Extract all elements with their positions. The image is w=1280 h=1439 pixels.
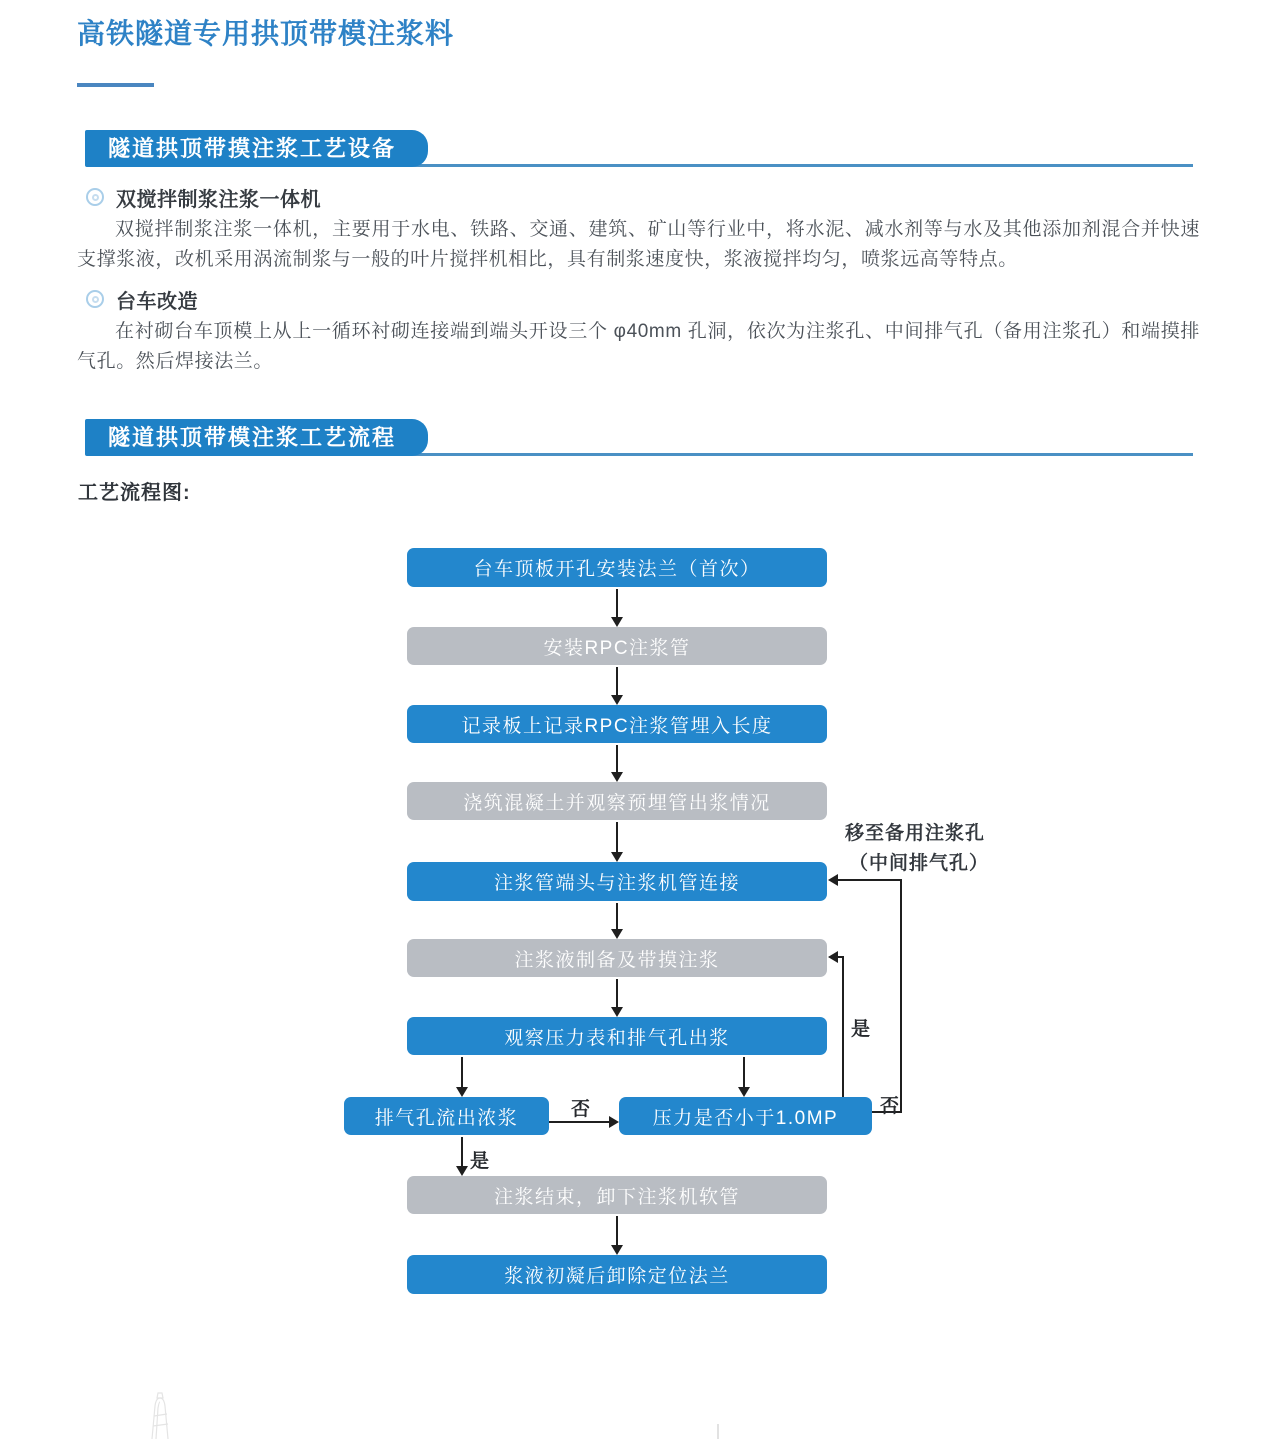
flow-step-end-grouting: 注浆结束，卸下注浆机软管 [407,1176,827,1214]
bullet-item-trolley-heading: 台车改造 [116,290,198,313]
label-yes-loop: 是 [851,1019,871,1040]
label-yes: 是 [470,1151,490,1172]
paragraph-trolley: 在衬砌台车顶模上从上一循环衬砌连接端到端头开设三个 φ40mm 孔洞，依次为注浆孔、中间排气孔（备用注浆孔）和端摸排气孔。然后焊接法兰。 [77,321,1200,372]
flow-step-connect-machine: 注浆管端头与注浆机管连接 [407,862,827,901]
bullet-item-mixer-heading: 双搅拌制浆注浆一体机 [116,188,321,211]
flow-decision-pressure: 压力是否小于1.0MP [619,1097,872,1135]
arrow-down [743,1057,745,1087]
section-equipment-banner: 隧道拱顶带摸注浆工艺设备 [85,130,428,167]
flow-step-pour-concrete: 浇筑混凝土并观察预埋管出浆情况 [407,782,827,820]
arrow-down [616,979,618,1007]
reroute-note-line2: （中间排气孔） [849,853,990,874]
flow-step-remove-flange: 浆液初凝后卸除定位法兰 [407,1255,827,1294]
reroute-note-line1: 移至备用注浆孔 [845,823,986,844]
flow-step-record-length: 记录板上记录RPC注浆管埋入长度 [407,705,827,743]
flowchart-caption: 工艺流程图: [78,482,191,504]
label-no: 否 [571,1099,591,1120]
paragraph-mixer: 双搅拌制浆注浆一体机，主要用于水电、铁路、交通、建筑、矿山等行业中，将水泥、减水剂等与水及其他添加剂混合并快速支撑浆液，改机采用涡流制浆与一般的叶片搅拌机相比，具有制浆速度快，浆液搅拌均匀，喷浆远高等特点。 [77,219,1200,270]
flow-step-prepare-grout: 注浆液制备及带摸注浆 [407,939,827,977]
flow-decision-thick-slurry: 排气孔流出浓浆 [344,1097,549,1135]
faint-bottom-mark [717,1424,719,1439]
flow-step-install-flange: 台车顶板开孔安装法兰（首次） [407,548,827,587]
arrow-down [616,589,618,617]
feedback-line-segment [838,956,844,958]
arrow-down [616,822,618,852]
arrow-down [616,1216,618,1245]
feedback-line-segment [842,956,844,1097]
arrow-down [461,1057,463,1087]
arrow-right [549,1121,609,1123]
arrow-down [461,1137,463,1166]
section-process-banner: 隧道拱顶带模注浆工艺流程 [85,419,428,456]
feedback-line-segment [838,879,902,881]
arrow-down [616,745,618,772]
label-no-loop: 否 [880,1096,900,1117]
page-title: 高铁隧道专用拱顶带模注浆料 [77,18,455,49]
arrow-down [616,903,618,929]
arrow-left-head [828,874,838,886]
flow-step-install-rpc-pipe: 安装RPC注浆管 [407,627,827,665]
arrow-left-head [828,951,838,963]
arrow-down [616,667,618,695]
faint-tower-sketch [138,1392,190,1439]
feedback-line-segment [900,879,902,1113]
flow-step-observe-pressure: 观察压力表和排气孔出浆 [407,1017,827,1055]
